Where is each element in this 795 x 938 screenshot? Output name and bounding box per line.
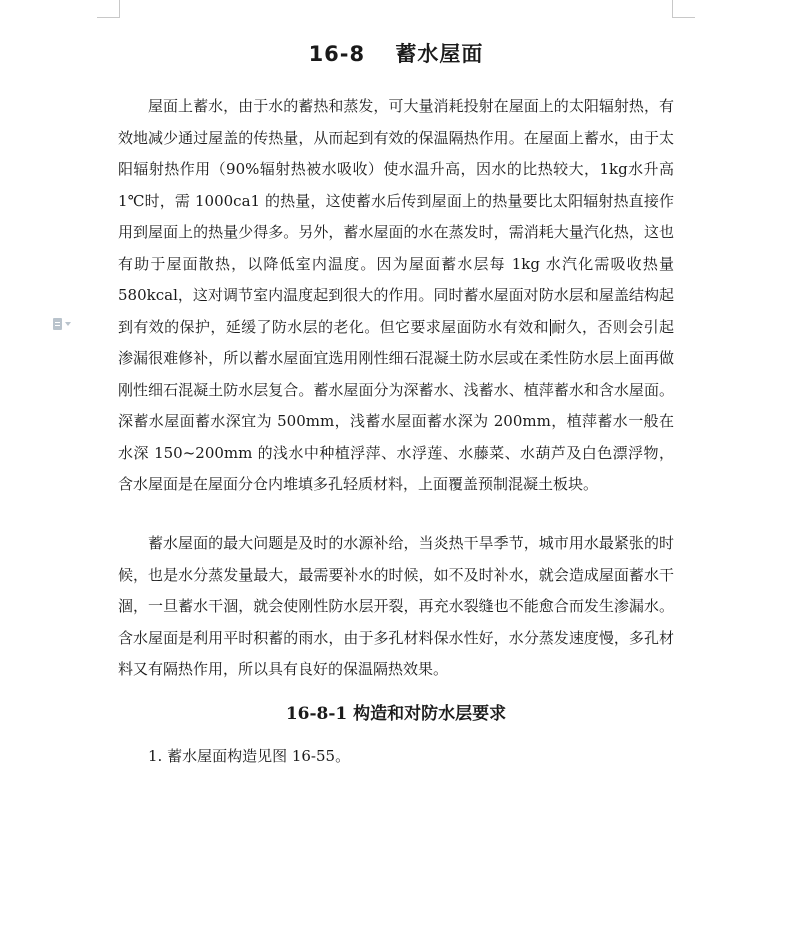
list-item[interactable]: 1. 蓄水屋面构造见图 16-55。 [148,747,351,765]
crop-mark-top-left [97,0,120,18]
document-icon [53,318,62,330]
page-title: 16-8 蓄水屋面 [308,42,484,66]
section-heading: 16-8-1 构造和对防水层要求 [285,704,507,724]
chevron-down-icon [65,322,71,326]
paragraph-1[interactable] [118,91,674,501]
paragraph-menu-button[interactable] [53,317,79,331]
paragraph-1-text: 屋面上蓄水，由于水的蓄热和蒸发，可大量消耗投射在屋面上的太阳辐射热，有效地减少通过屋盖的传热量，从而起到有效的保温隔热作用。在屋面上蓄水，由于太阳辐射热作用（90%辐射热被水吸收）使水温升高，因水的比热较大，1kg水升高 1℃时，需 1000ca1 的热量，这使蓄水后传到屋面上的热量要比太阳辐射热直接作用到屋面上的热量少得多。另外，蓄水屋面的水在蒸发时，需消耗大量汽化热，这也有助于屋面散热，以降低室内温度。因为屋面蓄水层每 1kg 水汽化需吸收热量 580kcal，这对调节室内温度起到很大的作用。同时蓄水屋面对防水层和屋盖结构起到有效的保护，延缓了防水层的老化。但它要求屋面防水有效和 [118,97,674,336]
paragraph-1-continuation: 耐久，否则会引起渗漏很难修补，所以蓄水屋面宜选用刚性细石混凝土防水层或在柔性防水层上面再做刚性细石混凝土防水层复合。蓄水屋面分为深蓄水、浅蓄水、植萍蓄水和含水屋面。深蓄水屋面蓄水深宜为 500mm，浅蓄水屋面蓄水深为 200mm，植萍蓄水一般在水深 150~200mm 的浅水中种植浮萍、水浮莲、水藤菜、水葫芦及白色漂浮物，含水屋面是在屋面分仓内堆填多孔轻质材料，上面覆盖预制混凝土板块。 [118,317,674,493]
crop-mark-top-right [672,0,695,18]
paragraph-2[interactable]: 蓄水屋面的最大问题是及时的水源补给，当炎热干旱季节，城市用水最紧张的时候，也是水分蒸发量最大，最需要补水的时候，如不及时补水，就会造成屋面蓄水干涸，一旦蓄水干涸，就会使刚性防水层开裂，再充水裂缝也不能愈合而发生渗漏水。含水屋面是利用平时积蓄的雨水，由于多孔材料保水性好，水分蒸发速度慢，多孔材料又有隔热作用，所以具有良好的保温隔热效果。 [118,534,674,678]
